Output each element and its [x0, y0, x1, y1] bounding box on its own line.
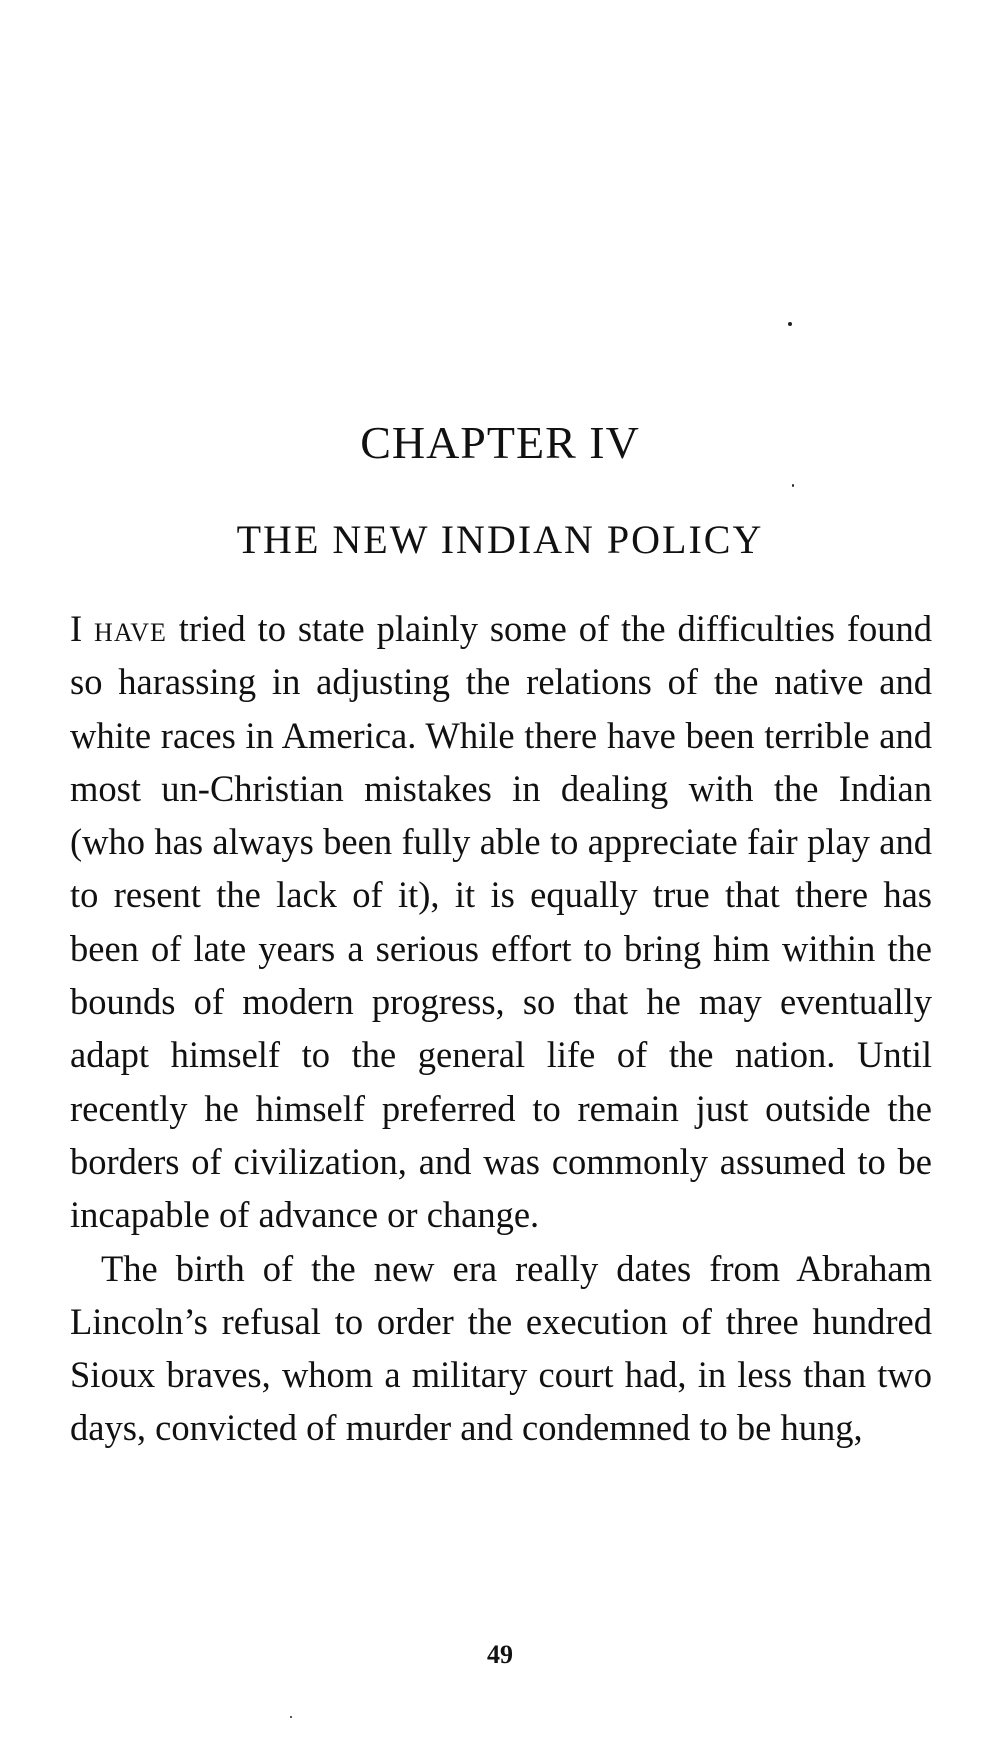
paragraph — [70, 602, 932, 1242]
body-text — [70, 602, 932, 1455]
print-speck — [290, 1716, 292, 1718]
paragraph-text: tried to state plainly some of the difficulties found so harassing in adjusting the relations of the native and white races in America. While there have been terrible and most un-Christian mistakes in dealing with the Indian (who has always been fully able to appreciate fair play and to resent the lack of it), it is equally true that there has been of late years a serious effort to bring him within the bounds of modern progress, so that he may eventually adapt himself to the general life of the nation. Until recently he himself preferred to remain just outside the borders of civilization, and was commonly assumed to be incapable of advance or change. — [70, 608, 933, 1236]
chapter-title: THE NEW INDIAN POLICY — [236, 517, 764, 562]
chapter-number: CHAPTER IV — [360, 417, 640, 468]
print-speck — [792, 484, 794, 487]
paragraph-text: The birth of the new era really dates from Abraham Lincoln’s refusal to order the execution of three hundred Sioux braves, whom a military court had, in less than two days, convicted of murder and condemned to be hung, — [70, 1247, 932, 1449]
print-speck — [788, 322, 792, 326]
page-number: 49 — [487, 1640, 513, 1669]
lead-initial: I — [70, 608, 83, 649]
paragraph — [70, 1242, 932, 1455]
lead-small-caps: have — [94, 608, 167, 649]
